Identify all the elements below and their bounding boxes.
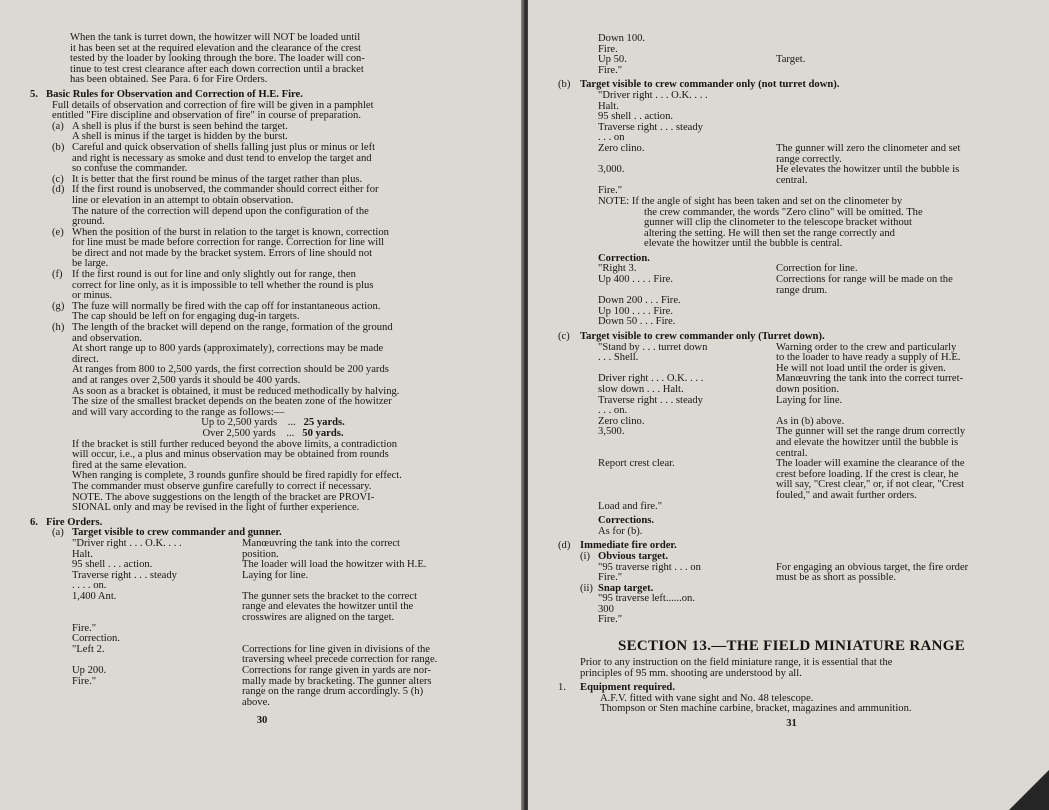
order-text: Up 400 . . . . Fire. bbox=[598, 274, 674, 286]
text-line: will occur, i.e., a plus and minus observation may be obtained from rounds bbox=[72, 449, 389, 461]
rule-item bbox=[52, 323, 494, 418]
text-line: The nature of the correction will depend upon the configuration of the bbox=[72, 205, 369, 217]
order-text: 1,400 Ant. bbox=[72, 590, 117, 602]
section-title: Fire Orders. bbox=[46, 516, 103, 528]
order-text bbox=[72, 613, 242, 624]
order-text: "Stand by . . . turret down bbox=[598, 341, 708, 353]
order-text: 3,500. bbox=[598, 426, 625, 438]
correction-title: Corrections. bbox=[598, 515, 654, 527]
explanation-text: range drum. bbox=[776, 284, 828, 296]
subsection-b-heading: (b) Target visible to crew commander only (not turret down). bbox=[558, 79, 840, 91]
text-line: fired at the same elevation. bbox=[72, 459, 187, 471]
text-line: The length of the bracket will depend on the range, formation of the ground bbox=[72, 322, 393, 334]
order-text: Load and fire." bbox=[598, 500, 663, 512]
order-text: Fire. bbox=[598, 43, 618, 55]
page-number: 31 bbox=[786, 718, 797, 730]
fire-order-dialog bbox=[558, 34, 1025, 76]
text-line: gunner will clip the clinometer to the telescope bracket without bbox=[644, 217, 912, 229]
explanation-text bbox=[776, 34, 1025, 45]
text-line: At short range up to 800 yards (approximately), corrections may be made bbox=[72, 343, 384, 355]
text-line: If the first round is out for line and only slightly out for range, then bbox=[72, 269, 356, 281]
text-line: The size of the smallest bracket depends on the beaten zone of the howitzer bbox=[72, 396, 392, 408]
item-label: (c) bbox=[52, 173, 64, 185]
bracket-table bbox=[52, 418, 494, 439]
explanation-text: crosswires are aligned on the target. bbox=[242, 612, 395, 624]
order-text: Halt. bbox=[598, 100, 619, 112]
explanation-text: The loader will examine the clearance of the bbox=[776, 458, 965, 470]
dialog-row bbox=[598, 317, 1025, 328]
order-text: slow down . . . Halt. bbox=[598, 384, 684, 395]
explanation-text bbox=[776, 112, 1025, 123]
item-text bbox=[72, 228, 494, 270]
item-text bbox=[72, 323, 494, 418]
text-line: When the position of the burst in relation to the target is known, correction bbox=[72, 226, 389, 238]
order-text: . . . . on. bbox=[72, 580, 107, 592]
item-text bbox=[72, 143, 494, 175]
explanation-text: Corrections for range will be made on the bbox=[776, 274, 953, 286]
explanation-text: central. bbox=[776, 174, 808, 186]
text-line: correct for line only, as it is impossible to tell whether the round is plus bbox=[72, 279, 374, 291]
text-line: so confuse the commander. bbox=[72, 163, 188, 175]
item-text bbox=[72, 302, 494, 323]
dialog-row bbox=[598, 45, 1025, 56]
left-page bbox=[0, 0, 524, 810]
explanation-text bbox=[776, 502, 1025, 513]
subsection-c-heading: (c) Target visible to crew commander only (Turret down). bbox=[558, 331, 825, 343]
dialog-row bbox=[598, 91, 1025, 102]
section-number: 5. bbox=[30, 88, 38, 100]
rule-item bbox=[52, 302, 494, 323]
explanation-text bbox=[776, 317, 1025, 328]
explanation-text: The gunner sets the bracket to the correct bbox=[242, 590, 418, 602]
subsection-d-heading: (d) Immediate fire order. bbox=[558, 540, 677, 552]
order-text: Report crest clear. bbox=[598, 458, 675, 470]
text-line: tested by the loader by looking through the bore. The loader will con- bbox=[70, 53, 365, 65]
fire-order-dialog bbox=[52, 539, 494, 709]
item-label: (d) bbox=[52, 184, 65, 196]
text-line: Full details of observation and correction of fire will be given in a pamphlet bbox=[52, 99, 374, 111]
order-text: 95 shell . . . action. bbox=[72, 559, 153, 571]
order-text bbox=[598, 155, 776, 166]
dialog-row bbox=[598, 573, 1025, 584]
item-heading: (i) Obvious target. bbox=[580, 550, 669, 562]
explanation-text: must be as short as possible. bbox=[776, 572, 897, 584]
text-line: The commander must observe gunfire carefully to correct if necessary. bbox=[72, 480, 372, 492]
explanation-text: traversing wheel precede correction for range. bbox=[242, 654, 438, 666]
explanation-text bbox=[776, 123, 1025, 134]
explanation-text: Manœuvring the tank into the correct turret- bbox=[776, 373, 964, 385]
order-text: 3,000. bbox=[598, 164, 625, 176]
equipment-list bbox=[558, 694, 1025, 715]
order-text: "Left 2. bbox=[72, 643, 105, 655]
dialog-row bbox=[598, 438, 1025, 449]
explanation-text: above. bbox=[242, 696, 270, 708]
order-text: Fire." bbox=[598, 185, 623, 197]
equipment-heading: 1. Equipment required. bbox=[558, 682, 675, 694]
text-line: If the bracket is still further reduced beyond the above limits, a contradiction bbox=[72, 438, 398, 450]
order-text: Halt. bbox=[72, 548, 93, 560]
explanation-text: will say, "Crest clear," or, if not clear, "Crest bbox=[776, 479, 965, 491]
text-line: As for (b). bbox=[598, 525, 643, 537]
text-line: direct. bbox=[72, 353, 99, 365]
explanation-text: Target. bbox=[776, 54, 806, 66]
rule-item bbox=[52, 185, 494, 227]
order-text bbox=[598, 491, 776, 502]
item-text bbox=[72, 185, 494, 227]
explanation-text: fouled," and await further orders. bbox=[776, 489, 917, 501]
dialog-row bbox=[598, 502, 1025, 513]
dialog-row bbox=[598, 385, 1025, 396]
order-text bbox=[598, 176, 776, 187]
text-line: or minus. bbox=[72, 290, 113, 302]
correction-block-b bbox=[558, 254, 1025, 328]
text-line: It is better that the first round be minus of the target rather than plus. bbox=[72, 173, 363, 185]
rule-item bbox=[52, 122, 494, 143]
text-line: Prior to any instruction on the field miniature range, it is essential that the bbox=[580, 657, 893, 669]
fire-orders-a bbox=[30, 528, 494, 708]
section-13-title: SECTION 13.—THE FIELD MINIATURE RANGE bbox=[617, 638, 966, 655]
order-text: . . . Shell. bbox=[598, 352, 639, 364]
dialog-row bbox=[598, 144, 1025, 155]
text-line: and observation. bbox=[72, 332, 143, 344]
item-text bbox=[72, 270, 494, 302]
text-line: When the tank is turret down, the howitzer will NOT be loaded until bbox=[70, 32, 361, 43]
explanation-text bbox=[776, 91, 1025, 102]
rule-item bbox=[52, 270, 494, 302]
order-text: Fire." bbox=[72, 675, 97, 687]
text-line: and will vary according to the range as follows:— bbox=[72, 406, 285, 418]
text-line: 300 bbox=[598, 603, 614, 615]
dialog-row bbox=[598, 123, 1025, 134]
order-text: Traverse right . . . steady bbox=[598, 121, 703, 133]
order-text: Zero clino. bbox=[598, 142, 645, 154]
explanation-text: and elevate the howitzer until the bubble is bbox=[776, 436, 959, 448]
explanation-text: As in (b) above. bbox=[776, 415, 845, 427]
text-line: "95 traverse left......on. bbox=[598, 593, 695, 605]
rules-list bbox=[52, 122, 494, 419]
explanation-text: Manœuvring the tank into the correct bbox=[242, 537, 400, 549]
order-text: Traverse right . . . steady bbox=[598, 394, 703, 406]
dialog-row bbox=[598, 34, 1025, 45]
text-line: it has been set at the required elevation and the clearance of the crest bbox=[70, 42, 361, 54]
order-text: 95 shell . . action. bbox=[598, 111, 674, 123]
correction-title: Correction. bbox=[598, 252, 650, 264]
subsection-heading: (a) Target visible to crew commander and gunner. bbox=[52, 527, 282, 539]
explanation-text: The loader will load the howitzer with H.E. bbox=[242, 559, 427, 571]
item-label: (a) bbox=[52, 120, 64, 132]
dialog-row bbox=[598, 165, 1025, 176]
order-text: Down 200 . . . Fire. bbox=[598, 295, 681, 307]
dialog-row bbox=[598, 55, 1025, 66]
explanation-text: range and elevates the howitzer until the bbox=[242, 601, 414, 613]
after-table-paragraph bbox=[52, 440, 494, 514]
order-text: Up 200. bbox=[72, 665, 107, 677]
dialog-row bbox=[72, 698, 494, 709]
text-line: principles of 95 mm. shooting are understood by all. bbox=[580, 667, 802, 679]
item-label: (f) bbox=[52, 269, 63, 281]
order-text: "Driver right . . . O.K. . . . bbox=[72, 537, 182, 549]
text-line: When ranging is complete, 3 rounds gunfire should be fired rapidly for effect. bbox=[72, 470, 402, 482]
text-line: elevate the howitzer until the bubble is central. bbox=[644, 238, 843, 250]
explanation-text: range correctly. bbox=[776, 153, 842, 165]
text-line: ground. bbox=[72, 216, 105, 228]
text-line: Thompson or Sten machine carbine, bracket, magazines and ammunition. bbox=[600, 703, 912, 715]
item-label: (b) bbox=[52, 141, 65, 153]
order-text: Correction. bbox=[72, 633, 120, 645]
bracket-row: Over 2,500 yards ... 50 yards. bbox=[202, 427, 344, 439]
intro-paragraph bbox=[30, 33, 494, 86]
order-text bbox=[598, 438, 776, 449]
order-text: "Right 3. bbox=[598, 263, 637, 275]
order-text bbox=[72, 687, 242, 698]
immediate-orders bbox=[558, 552, 1025, 626]
explanation-text bbox=[776, 296, 1025, 307]
explanation-text: position. bbox=[242, 548, 279, 560]
right-page bbox=[528, 0, 1049, 810]
explanation-text: mally made by bracketing. The gunner alters bbox=[242, 675, 432, 687]
fire-order-dialog bbox=[558, 91, 1025, 197]
explanation-text bbox=[776, 66, 1025, 77]
explanation-text bbox=[776, 45, 1025, 56]
explanation-text: Correction for line. bbox=[776, 263, 858, 275]
explanation-text: crest before loading. If the crest is clear, he bbox=[776, 468, 959, 480]
order-text: . . . on bbox=[598, 132, 625, 144]
rule-item bbox=[52, 143, 494, 175]
fire-order-dialog bbox=[558, 343, 1025, 513]
text-line: line or elevation in an attempt to obtain observation. bbox=[72, 194, 294, 206]
order-text: Zero clino. bbox=[598, 415, 645, 427]
order-text: "95 traverse right . . . on bbox=[598, 561, 701, 573]
text-line: tinue to test crest clearance after each down correction until a bracket bbox=[70, 63, 364, 75]
text-line: The fuze will normally be fired with the cap off for instantaneous action. bbox=[72, 300, 381, 312]
text-line: A shell is minus if the target is hidden by the burst. bbox=[72, 131, 288, 143]
explanation-text: Corrections for range given in yards are nor- bbox=[242, 665, 431, 677]
explanation-text: The gunner will zero the clinometer and set bbox=[776, 142, 961, 154]
text-line: A.F.V. fitted with vane sight and No. 48 telescope. bbox=[600, 692, 814, 704]
order-text bbox=[72, 698, 242, 709]
text-line: be direct and not made by the bracket system. Errors of line should not bbox=[72, 247, 373, 259]
text-line: altering the setting. He will then set the range correctly and bbox=[644, 227, 895, 239]
dialog-row bbox=[72, 571, 494, 582]
order-text: Fire." bbox=[598, 572, 623, 584]
text-line: Fire." bbox=[598, 614, 623, 626]
explanation-text: range on the range drum accordingly. 5 (h) bbox=[242, 686, 424, 698]
order-text: Up 50. bbox=[598, 54, 627, 66]
text-line: NOTE: If the angle of sight has been taken and set on the clinometer by bbox=[598, 195, 903, 207]
explanation-text bbox=[242, 624, 494, 635]
explanation-text: The gunner will set the range drum correctly bbox=[776, 426, 966, 438]
order-text bbox=[598, 480, 776, 491]
section-5-heading bbox=[30, 90, 494, 101]
text-line: Careful and quick observation of shells falling just plus or minus or left bbox=[72, 141, 376, 153]
explanation-text: He will not load until the order is given. bbox=[776, 362, 946, 374]
section-5-body bbox=[30, 101, 494, 514]
dialog-row bbox=[72, 613, 494, 624]
order-text: Fire." bbox=[598, 64, 623, 76]
explanation-text: down position. bbox=[776, 384, 839, 395]
text-line: for line must be made before correction for range. Correction for line will bbox=[72, 237, 385, 249]
explanation-text: Warning order to the crew and particularly bbox=[776, 341, 957, 353]
item-text bbox=[72, 122, 494, 143]
order-text: Down 50 . . . Fire. bbox=[598, 316, 676, 328]
text-line: and right is necessary as smoke and dust tend to envelop the target and bbox=[72, 152, 372, 164]
explanation-text: For engaging an obvious target, the fire order bbox=[776, 561, 969, 573]
dialog-row bbox=[72, 539, 494, 550]
text-line: the crew commander, the words "Zero clino" will be omitted. The bbox=[644, 206, 923, 218]
order-text bbox=[72, 602, 242, 613]
order-text: Driver right . . . O.K. . . . bbox=[598, 373, 704, 385]
section-title: Basic Rules for Observation and Correction of H.E. Fire. bbox=[46, 88, 303, 100]
explanation-text: Laying for line. bbox=[242, 569, 309, 581]
item-label: (h) bbox=[52, 322, 65, 334]
dialog-row bbox=[598, 176, 1025, 187]
text-line: If the first round is unobserved, the commander should correct either for bbox=[72, 184, 379, 196]
order-text: . . . on. bbox=[598, 405, 628, 417]
dialog-row bbox=[598, 66, 1025, 77]
section-number: 6. bbox=[30, 516, 38, 528]
explanation-text: Corrections for line given in divisions of the bbox=[242, 643, 431, 655]
order-text: "Driver right . . . O.K. . . . bbox=[598, 89, 708, 101]
text-line: be large. bbox=[72, 258, 109, 270]
item-label: (e) bbox=[52, 226, 64, 238]
page-number: 30 bbox=[256, 715, 268, 727]
order-text: Down 100. bbox=[598, 33, 646, 44]
section-13-intro bbox=[558, 658, 1025, 679]
text-line: entitled "Fire discipline and observation of fire" in course of preparation. bbox=[52, 110, 362, 122]
item-heading: (ii) Snap target. bbox=[580, 582, 654, 594]
text-line: At ranges from 800 to 2,500 yards, the first correction should be 200 yards bbox=[72, 364, 389, 376]
dialog-row bbox=[72, 624, 494, 635]
order-text: Fire." bbox=[72, 622, 97, 634]
dialog-row bbox=[72, 687, 494, 698]
dialog-row bbox=[598, 396, 1025, 407]
bracket-row: Up to 2,500 yards ... 25 yards. bbox=[201, 417, 345, 429]
explanation-text: Laying for line. bbox=[776, 394, 843, 406]
order-text: Up 100 . . . . Fire. bbox=[598, 305, 674, 317]
text-line: and at ranges over 2,500 yards it should be 400 yards. bbox=[72, 375, 301, 386]
explanation-text: He elevates the howitzer until the bubble is bbox=[776, 164, 960, 176]
rule-item bbox=[52, 228, 494, 270]
text-line: The cap should be left on for engaging dug-in targets. bbox=[72, 311, 300, 323]
explanation-text bbox=[776, 307, 1025, 318]
note-block bbox=[558, 197, 1025, 250]
text-line: has been obtained. See Para. 6 for Fire Orders. bbox=[70, 74, 268, 86]
order-text: Traverse right . . . steady bbox=[72, 569, 177, 581]
text-line: As soon as a bracket is obtained, it must be reduced methodically by halving. bbox=[72, 385, 400, 397]
text-line: NOTE. The above suggestions on the length of the bracket are PROVI- bbox=[72, 491, 375, 503]
text-line: SIONAL only and may be revised in the light of further experience. bbox=[72, 502, 360, 514]
explanation-text bbox=[776, 102, 1025, 113]
order-text bbox=[598, 470, 776, 481]
correction-block-c bbox=[558, 516, 1025, 537]
explanation-text: central. bbox=[776, 447, 808, 459]
explanation-text: to the loader to have ready a supply of H.E. bbox=[776, 352, 961, 364]
text-line: A shell is plus if the burst is seen behind the target. bbox=[72, 120, 288, 132]
dialog-row bbox=[598, 491, 1025, 502]
item-label: (g) bbox=[52, 300, 65, 312]
